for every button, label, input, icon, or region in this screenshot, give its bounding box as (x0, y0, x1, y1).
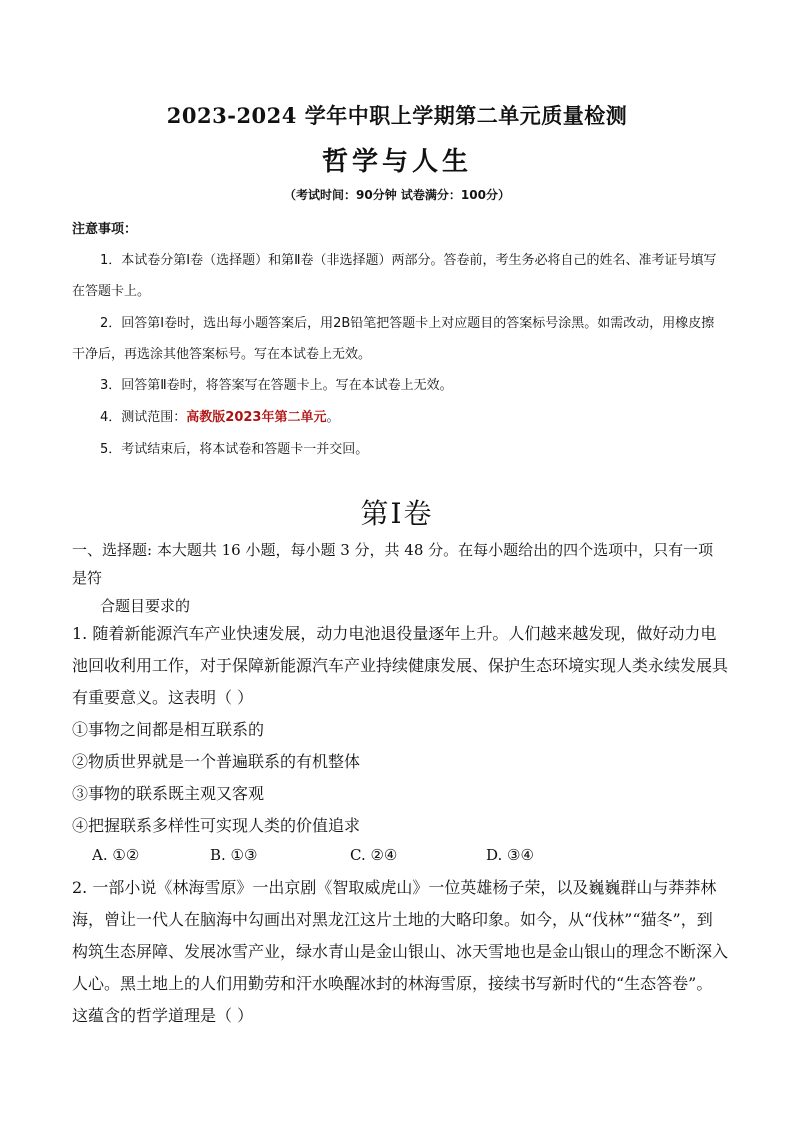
exam-info: （考试时间：90分钟 试卷满分：100分） (284, 188, 510, 202)
choice-a[interactable]: A. ①② (92, 846, 140, 864)
exam-title: 2023-2024 学年中职上学期第二单元质量检测 (166, 103, 628, 128)
notes-heading: 注意事项： (72, 222, 138, 237)
question-1-statement-1: ①事物之间都是相互联系的 (72, 720, 265, 739)
question-1-statement-3: ③事物的联系既主观又客观 (72, 784, 265, 803)
part-heading-line-1: 一、选择题: 本大题共 16 小题，每小题 3 分，共 48 分。在每小题给出的四个选项中，只有一项是符 (72, 541, 714, 587)
section-title: 第Ⅰ卷 (360, 497, 434, 530)
question-1-stem: 1. 随着新能源汽车产业快速发展，动力电池退役量逐年上升。人们越来越发现，做好动力电池回收利用工作，对于保障新能源汽车产业持续健康发展、保护生态环境实现人类永续发展具有重要意义。这表明（ ） (72, 624, 729, 707)
part-heading-line-2: 合题目要求的 (100, 597, 191, 615)
question-1-statement-4: ④把握联系多样性可实现人类的价值追求 (72, 816, 361, 835)
question-2 (72, 872, 728, 1032)
note-item-4 (72, 402, 722, 433)
note-item-2: 2．回答第Ⅰ卷时，选出每小题答案后，用2B铅笔把答题卡上对应题目的答案标号涂黑。如需改动，用橡皮擦干净后，再选涂其他答案标号。写在本试卷上无效。 (72, 316, 715, 362)
choice-b[interactable]: B. ①③ (210, 846, 258, 864)
note-item-4-prefix: 4．测试范围： (100, 410, 187, 425)
choice-d[interactable]: D. ③④ (486, 846, 534, 864)
note-item-3: 3．回答第Ⅱ卷时，将答案写在答题卡上。写在本试卷上无效。 (100, 378, 453, 393)
part-heading (72, 536, 728, 620)
note-item-1: 1．本试卷分第Ⅰ卷（选择题）和第Ⅱ卷（非选择题）两部分。答卷前，考生务必将自己的姓名、准考证号填写在答题卡上。 (72, 253, 717, 299)
note-item-5: 5．考试结束后，将本试卷和答题卡一并交回。 (100, 442, 369, 457)
question-1 (72, 618, 728, 842)
question-2-stem: 2. 一部小说《林海雪原》一出京剧《智取威虎山》一位英雄杨子荣，以及巍巍群山与莽莽林海，曾让一代人在脑海中勾画出对黑龙江这片土地的大略印象。如今，从“伐林”“猫冬”，到构筑生态屏障、发展冰雪产业，绿水青山是金山银山、冰天雪地也是金山银山的理念不断深入人心。黑土地上的人们用勤劳和汗水唤醒冰封的林海雪原，接续书写新时代的“生态答卷”。这蕴含的哲学道理是（ ） (72, 878, 729, 1025)
subject-title: 哲学与人生 (321, 147, 472, 177)
note-item-4-suffix: 。 (326, 410, 340, 425)
test-scope-highlight: 高教版2023年第二单元 (186, 410, 327, 425)
question-1-choices (92, 846, 692, 874)
question-1-statement-2: ②物质世界就是一个普遍联系的有机整体 (72, 752, 361, 771)
choice-c[interactable]: C. ②④ (350, 846, 398, 864)
